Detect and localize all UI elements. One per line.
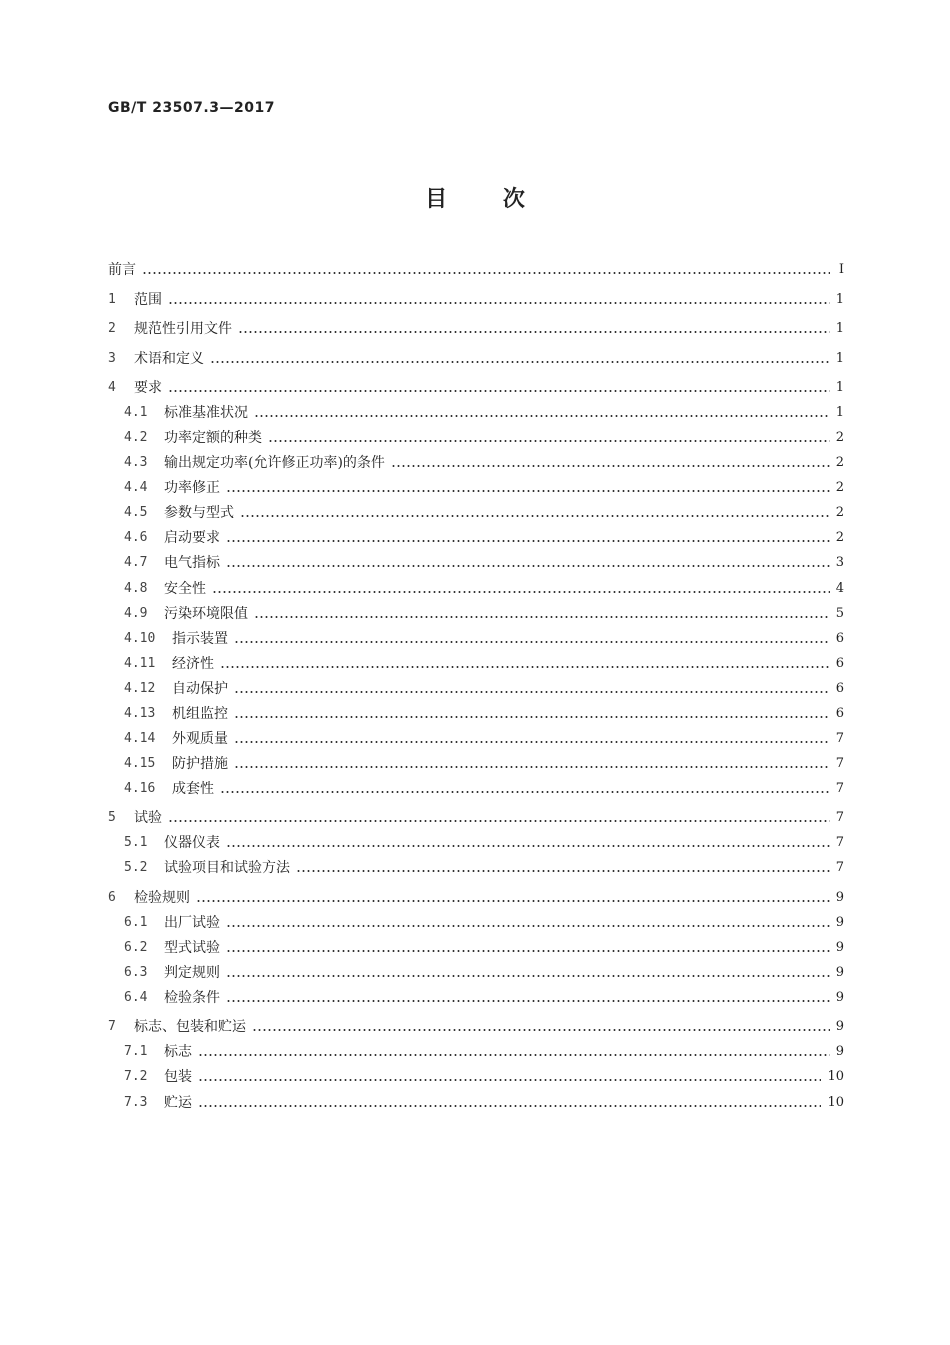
standard-code: GB/T 23507.3—2017 xyxy=(108,100,275,116)
toc-entry-label: 机组监控 xyxy=(172,706,228,722)
dot-leader xyxy=(198,1093,821,1113)
toc-entry-number: 4.13 xyxy=(124,706,156,721)
toc-entry[interactable] xyxy=(124,403,844,423)
toc-entry-number: 7 xyxy=(108,1019,116,1034)
toc-entry-page: 6 xyxy=(835,706,844,721)
toc-entry-number: 4.8 xyxy=(124,581,148,596)
toc-entry-page: 1 xyxy=(835,321,844,336)
toc-entry-number: 4.12 xyxy=(124,681,156,696)
dot-leader xyxy=(234,629,830,649)
toc-entry-number: 6 xyxy=(108,890,116,905)
toc-entry-page: 1 xyxy=(835,292,844,307)
toc-entry-page: Ⅰ xyxy=(838,262,844,277)
toc-entry[interactable] xyxy=(124,629,844,649)
toc-entry[interactable] xyxy=(124,428,844,448)
dot-leader xyxy=(210,349,830,369)
toc-entry-label: 试验项目和试验方法 xyxy=(164,860,290,876)
toc-entry-label: 标志 xyxy=(164,1044,192,1060)
toc-entry[interactable] xyxy=(124,729,844,749)
dot-leader xyxy=(226,913,830,933)
toc-entry[interactable] xyxy=(108,349,844,369)
dot-leader xyxy=(196,888,830,908)
toc-entry-page: 6 xyxy=(835,656,844,671)
toc-entry-page: 4 xyxy=(835,581,844,596)
dot-leader xyxy=(212,579,830,599)
toc-entry[interactable] xyxy=(124,604,844,624)
toc-entry[interactable] xyxy=(124,1093,844,1113)
dot-leader xyxy=(268,428,830,448)
dot-leader xyxy=(252,1017,830,1037)
toc-entry[interactable] xyxy=(108,378,844,398)
dot-leader xyxy=(226,553,830,573)
toc-entry-page: 2 xyxy=(835,480,844,495)
toc-entry-number: 7.1 xyxy=(124,1044,148,1059)
toc-entry[interactable] xyxy=(124,654,844,674)
toc-entry[interactable] xyxy=(124,453,844,473)
dot-leader xyxy=(234,704,830,724)
toc-entry-label: 判定规则 xyxy=(164,965,220,981)
toc-entry-label: 检验条件 xyxy=(164,990,220,1006)
toc-entry[interactable] xyxy=(124,679,844,699)
toc-entry[interactable] xyxy=(108,260,844,280)
toc-entry-page: 1 xyxy=(835,351,844,366)
dot-leader xyxy=(168,378,830,398)
toc-entry[interactable] xyxy=(124,704,844,724)
dot-leader xyxy=(234,754,830,774)
toc-entry-number: 5.1 xyxy=(124,835,148,850)
toc-entry-label: 功率定额的种类 xyxy=(164,430,262,446)
toc-entry[interactable] xyxy=(124,528,844,548)
dot-leader xyxy=(254,403,830,423)
toc-entry-number: 4.5 xyxy=(124,505,148,520)
toc-entry-page: 5 xyxy=(835,606,844,621)
toc-entry-label: 包装 xyxy=(164,1069,192,1085)
toc-entry[interactable] xyxy=(124,1042,844,1062)
toc-entry-number: 4.14 xyxy=(124,731,156,746)
toc-entry[interactable] xyxy=(124,938,844,958)
toc-entry-label: 规范性引用文件 xyxy=(134,321,232,337)
toc-entry[interactable] xyxy=(108,319,844,339)
toc-entry[interactable] xyxy=(124,988,844,1008)
toc-entry-label: 输出规定功率(允许修正功率)的条件 xyxy=(164,455,385,471)
toc-entry-page: 2 xyxy=(835,530,844,545)
toc-entry-page: 10 xyxy=(827,1069,844,1084)
toc-entry[interactable] xyxy=(124,579,844,599)
dot-leader xyxy=(168,290,830,310)
toc-entry[interactable] xyxy=(108,808,844,828)
toc-entry-page: 7 xyxy=(835,731,844,746)
toc-entry[interactable] xyxy=(124,754,844,774)
toc-entry[interactable] xyxy=(108,888,844,908)
toc-entry-label: 经济性 xyxy=(172,656,214,672)
toc-entry-number: 2 xyxy=(108,321,116,336)
dot-leader xyxy=(296,858,830,878)
toc-entry-number: 7.2 xyxy=(124,1069,148,1084)
toc-entry-label: 安全性 xyxy=(164,581,206,597)
dot-leader xyxy=(220,654,830,674)
dot-leader xyxy=(238,319,830,339)
toc-entry-page: 9 xyxy=(835,915,844,930)
toc-entry[interactable] xyxy=(124,833,844,853)
toc-entry-label: 防护措施 xyxy=(172,756,228,772)
toc-entry-label: 标准基准状况 xyxy=(164,405,248,421)
toc-entry-number: 4.15 xyxy=(124,756,156,771)
toc-entry-page: 6 xyxy=(835,631,844,646)
toc-entry-page: 9 xyxy=(835,965,844,980)
dot-leader xyxy=(226,963,830,983)
toc-entry[interactable] xyxy=(108,1017,844,1037)
toc-entry-number: 6.1 xyxy=(124,915,148,930)
toc-entry-number: 6.3 xyxy=(124,965,148,980)
toc-entry-page: 7 xyxy=(835,781,844,796)
toc-entry[interactable] xyxy=(108,290,844,310)
toc-entry-page: 7 xyxy=(835,810,844,825)
toc-entry-number: 4.11 xyxy=(124,656,156,671)
toc-entry-number: 1 xyxy=(108,292,116,307)
page-title: 目 次 xyxy=(425,187,525,212)
dot-leader xyxy=(226,478,830,498)
toc-entry-number: 6.2 xyxy=(124,940,148,955)
toc-entry-label: 自动保护 xyxy=(172,681,228,697)
dot-leader xyxy=(220,779,830,799)
toc-entry-label: 电气指标 xyxy=(164,555,220,571)
toc-entry-page: 6 xyxy=(835,681,844,696)
toc-entry[interactable] xyxy=(124,779,844,799)
toc-entry-page: 10 xyxy=(827,1095,844,1110)
dot-leader xyxy=(168,808,830,828)
dot-leader xyxy=(240,503,830,523)
toc-entry-label: 试验 xyxy=(134,810,162,826)
toc-entry[interactable] xyxy=(124,1067,844,1087)
toc-entry-number: 4.3 xyxy=(124,455,148,470)
toc-entry-number: 4.16 xyxy=(124,781,156,796)
toc-entry-label: 参数与型式 xyxy=(164,505,234,521)
toc-entry-label: 出厂试验 xyxy=(164,915,220,931)
toc-entry-label: 前言 xyxy=(108,262,136,278)
toc-entry-label: 检验规则 xyxy=(134,890,190,906)
toc-entry-page: 9 xyxy=(835,1044,844,1059)
toc-entry-page: 9 xyxy=(835,890,844,905)
toc-entry-number: 4 xyxy=(108,380,116,395)
toc-entry-number: 4.7 xyxy=(124,555,148,570)
toc-entry-page: 1 xyxy=(835,380,844,395)
toc-entry-number: 4.4 xyxy=(124,480,148,495)
dot-leader xyxy=(234,729,830,749)
dot-leader xyxy=(226,938,830,958)
toc-entry-page: 9 xyxy=(835,940,844,955)
toc-entry-number: 6.4 xyxy=(124,990,148,1005)
toc-entry[interactable] xyxy=(124,963,844,983)
toc-entry-number: 7.3 xyxy=(124,1095,148,1110)
toc-entry-label: 功率修正 xyxy=(164,480,220,496)
toc-entry-label: 指示装置 xyxy=(172,631,228,647)
toc-entry[interactable] xyxy=(124,478,844,498)
toc-entry-label: 型式试验 xyxy=(164,940,220,956)
dot-leader xyxy=(226,833,830,853)
dot-leader xyxy=(254,604,830,624)
dot-leader xyxy=(234,679,830,699)
dot-leader xyxy=(391,453,830,473)
toc-entry-label: 贮运 xyxy=(164,1095,192,1111)
toc-entry[interactable] xyxy=(124,503,844,523)
toc-entry-number: 4.1 xyxy=(124,405,148,420)
dot-leader xyxy=(198,1042,830,1062)
toc-entry-number: 5.2 xyxy=(124,860,148,875)
dot-leader xyxy=(226,988,830,1008)
toc-entry-label: 要求 xyxy=(134,380,162,396)
toc-entry-page: 3 xyxy=(835,555,844,570)
toc-entry-number: 5 xyxy=(108,810,116,825)
toc-entry[interactable] xyxy=(124,858,844,878)
dot-leader xyxy=(142,260,830,280)
toc-entry-page: 2 xyxy=(835,455,844,470)
toc-entry-number: 4.10 xyxy=(124,631,156,646)
toc-entry-label: 成套性 xyxy=(172,781,214,797)
dot-leader xyxy=(198,1067,821,1087)
toc-entry-label: 启动要求 xyxy=(164,530,220,546)
toc-entry-label: 标志、包装和贮运 xyxy=(134,1019,246,1035)
toc-entry-page: 9 xyxy=(835,990,844,1005)
toc-entry-page: 9 xyxy=(835,1019,844,1034)
toc-entry-label: 范围 xyxy=(134,292,162,308)
dot-leader xyxy=(226,528,830,548)
toc-entry-number: 4.2 xyxy=(124,430,148,445)
toc-entry-page: 7 xyxy=(835,756,844,771)
toc-entry-page: 7 xyxy=(835,860,844,875)
toc-entry-page: 1 xyxy=(835,405,844,420)
toc-entry[interactable] xyxy=(124,553,844,573)
toc-entry-label: 污染环境限值 xyxy=(164,606,248,622)
toc-entry[interactable] xyxy=(124,913,844,933)
toc-entry-number: 4.6 xyxy=(124,530,148,545)
toc-entry-label: 术语和定义 xyxy=(134,351,204,367)
toc-entry-number: 3 xyxy=(108,351,116,366)
toc-entry-label: 仪器仪表 xyxy=(164,835,220,851)
toc-entry-page: 2 xyxy=(835,505,844,520)
toc-entry-page: 7 xyxy=(835,835,844,850)
toc-entry-page: 2 xyxy=(835,430,844,445)
toc-entry-label: 外观质量 xyxy=(172,731,228,747)
toc-entry-number: 4.9 xyxy=(124,606,148,621)
